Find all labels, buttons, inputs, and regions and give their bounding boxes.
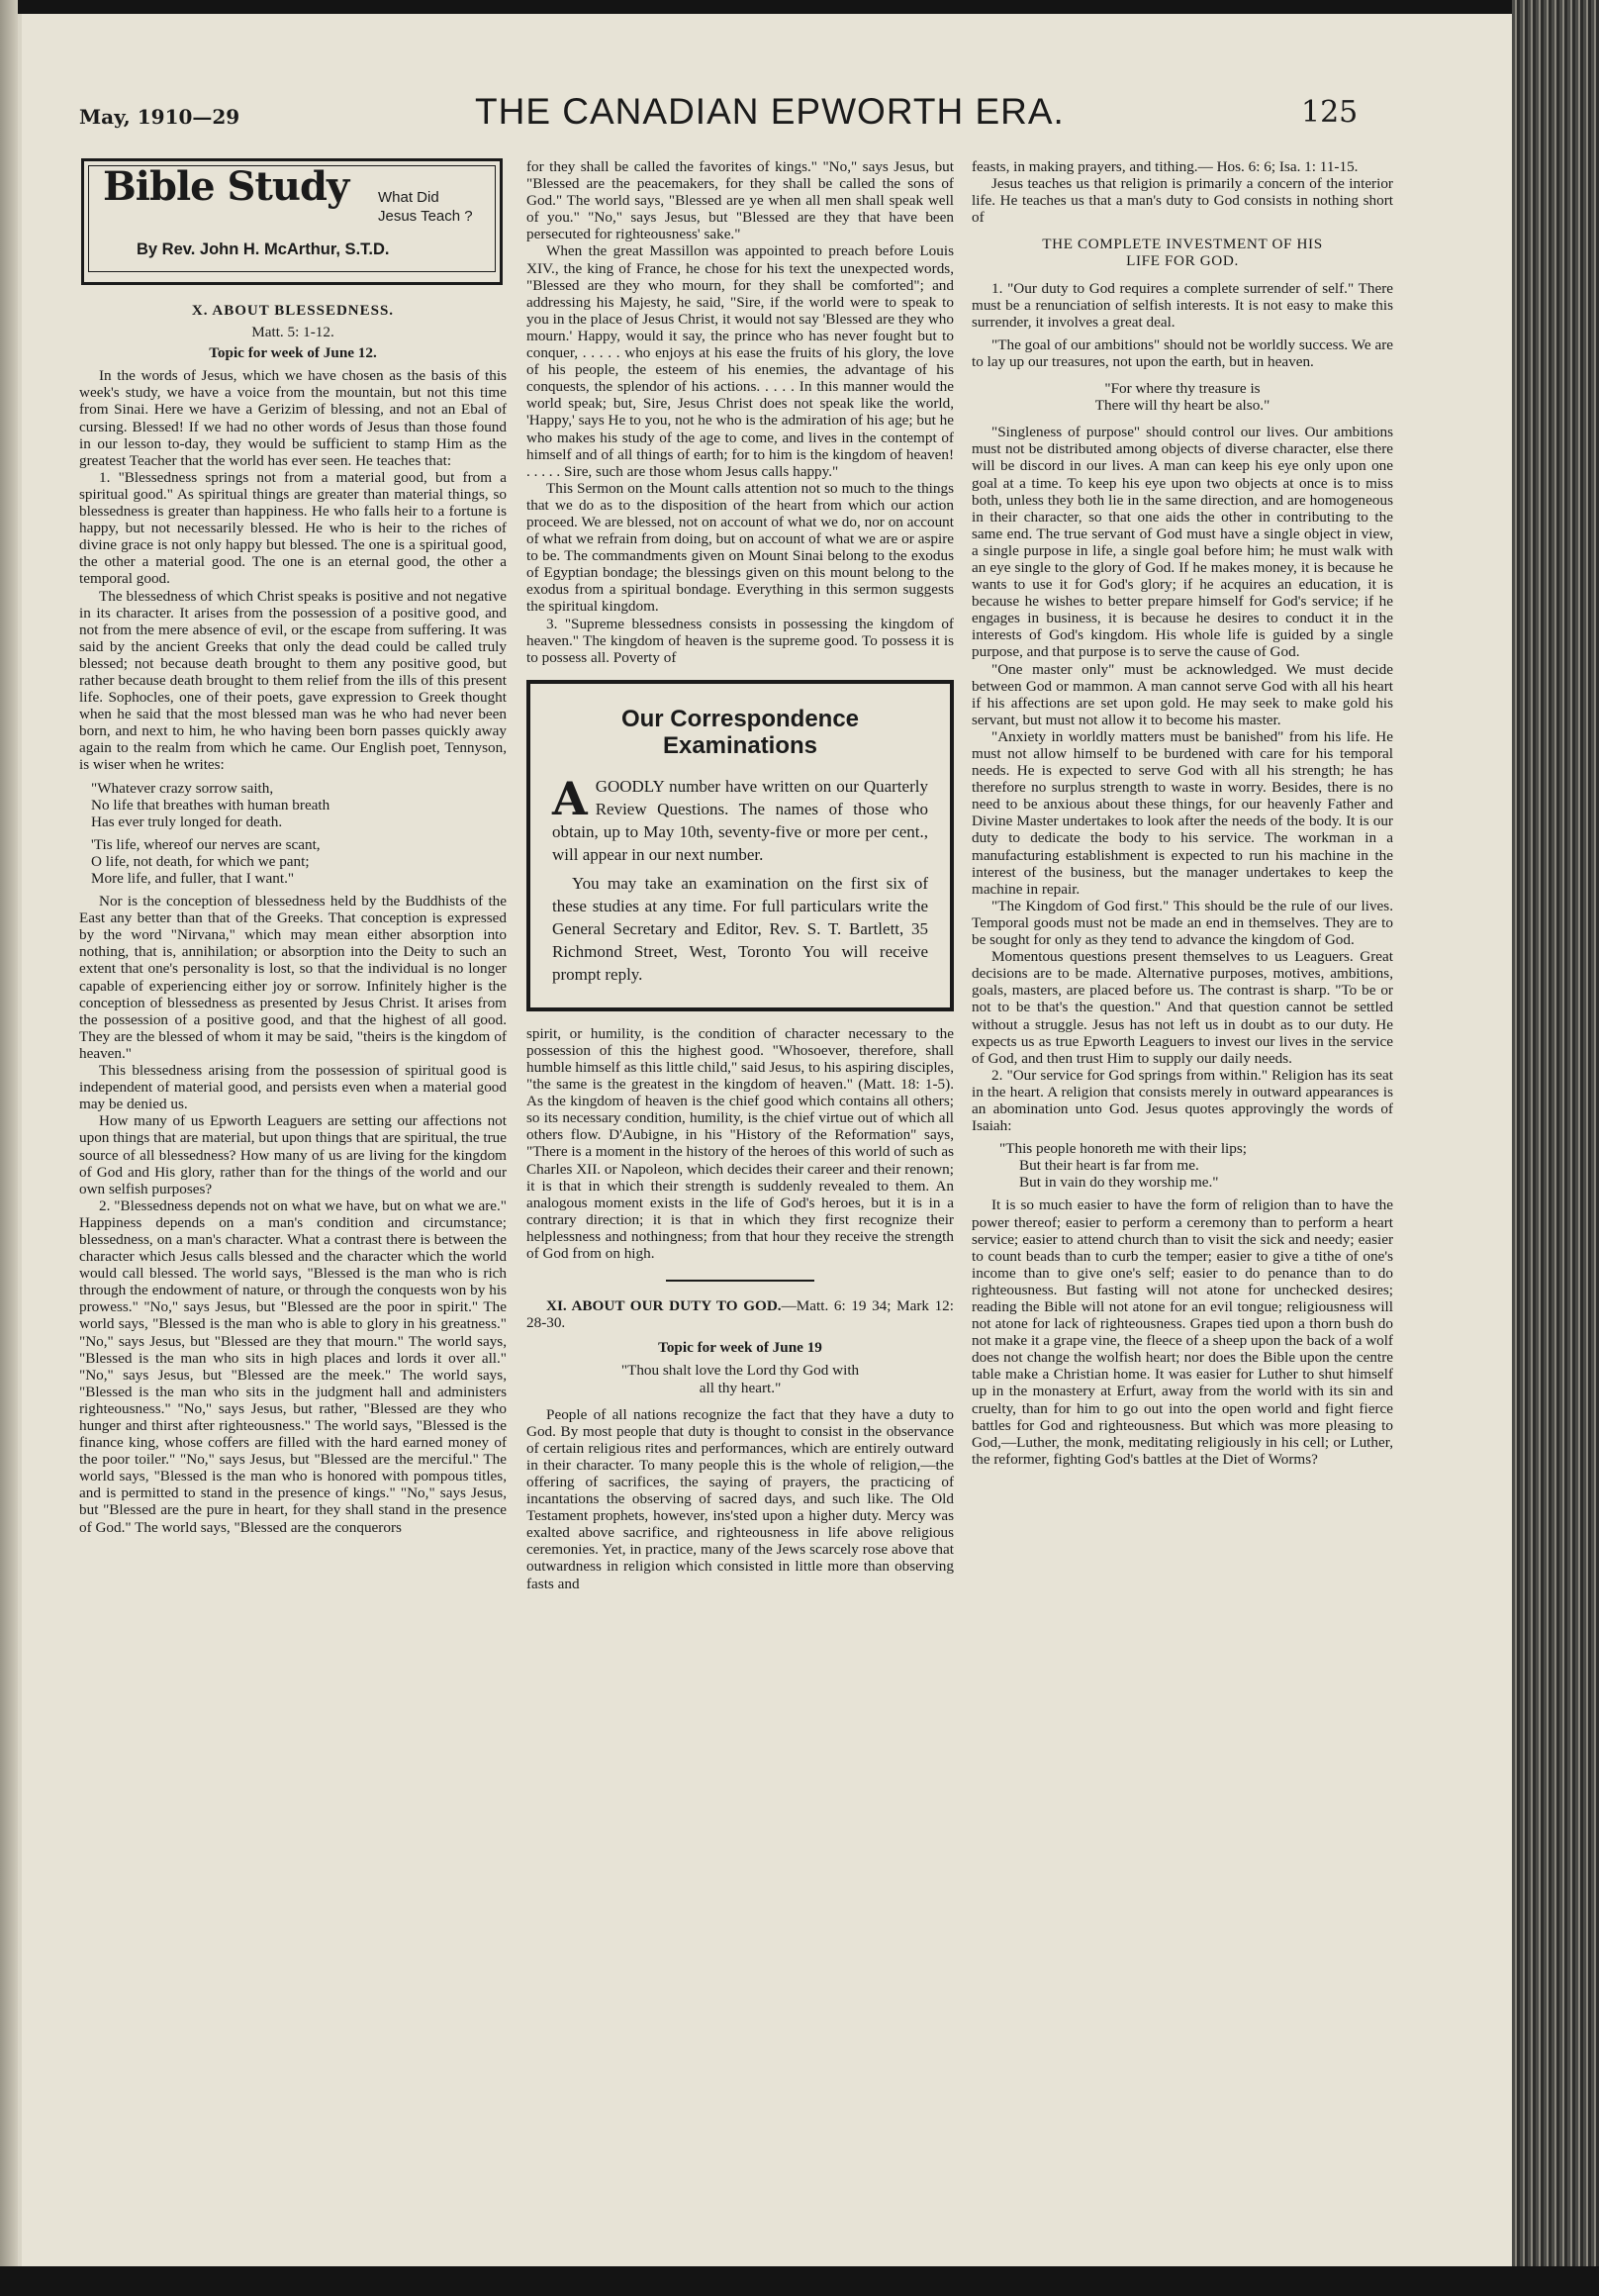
paragraph: "The goal of our ambitions" should not be worldly success. We are to lay up our treasures, not upon the earth, but in heaven. (972, 335, 1393, 370)
column-2 (526, 158, 954, 1592)
scripture-quote: "For where thy treasure is There will thy heart be also." (1094, 380, 1270, 415)
scan-border-bottom (0, 2266, 1599, 2296)
paragraph: Jesus teaches us that religion is primarily a concern of the interior life. He teaches us that a man's duty to God consists in nothing short of (972, 175, 1393, 227)
paragraph: The blessedness of which Christ speaks is positive and not negative in its character. It arises from the possession of a positive good, and not from the mere absence of evil, or the escape from suffering. It was said by the ancient Greeks that only the dead could be called truly blessed; not because death brought to them any positive good, but rather because death brought to them relief from the ills of this present life. Sophocles, one of their poets, gave expression to Greek thought when he said that the most blessed man was he who had never been born, and next to him, he who having been born passes quickly away again to the realm from which he came. Our English poet, Tennyson, is wiser when he writes: (79, 587, 507, 774)
paragraph: This Sermon on the Mount calls attention not so much to the things that we do as to the disposition of the heart from which our action proceed. We are blessed, not on account of what we do, nor on account of what we refrain from doing, but on account of what we are or aspire to be. The commandments given on Mount Sinai belong to the exodus of Egyptian bondage; the blessings given on this mount belong to the exodus from a spiritual bondage. Everything in this sermon suggests the spiritual kingdom. (526, 479, 954, 616)
bible-study-box (81, 158, 503, 285)
correspondence-paragraph: You may take an examination on the first six of these studies at any time. For full particulars write the General Secretary and Editor, Rev. S. T. Bartlett, 35 Richmond Street, West, Toronto You will receive prompt reply. (552, 873, 928, 984)
issue-date: May, 1910—29 (79, 105, 240, 129)
paragraph: How many of us Epworth Leaguers are setting our affections not upon things that are material, but upon things that are spiritual, the true source of all blessedness? How many of us are living for the kingdom of God and His glory, rather than for the things of the world and our own selfish purposes? (79, 1112, 507, 1197)
paragraph: "One master only" must be acknowledged. We must decide between God or mammon. A man cannot serve God with all his heart if his affections are set upon gold. He may seek to make gold his servant, but must not allow it to become his master. (972, 660, 1393, 728)
section-divider (666, 1280, 814, 1282)
paragraph: Momentous questions present themselves to us Leaguers. Great decisions are to be made. Alternative purposes, motives, ambitions, goals, masters, are placed before us. The contrast is sharp. "To be or not to be that's the question." And that question cannot be settled without a struggle. Jesus has not left us in doubt as to our duty. He expects us as true Epworth Leaguers to invest our lives in the service of God, and then trust Him to supply our daily needs. (972, 948, 1393, 1067)
page-number: 125 (1301, 95, 1359, 130)
section-11-topic: Topic for week of June 19 (658, 1339, 822, 1357)
paragraph: It is so much easier to have the form of religion than to have the power thereof; easier to perform a ceremony than to perform a heart service; easier to attend church than to visit the sick and needy; easier to count beads than to curb the temper; easier to give a tithe of one's income than to give one's self; easier to do penance than to do righteousness. But fasting will not atone for unchecked desires; reading the Bible will not atone for an evil tongue; religiousness will not atone for lack of righteousness. Grapes tied upon a thorn bush do not make it a grape vine, the fleece of a sheep upon the back of a wolf does not change the wolfish heart; nor does the Bible upon the centre table make a Christian home. It was easier for Luther to shut himself up in the monastery at Erfurt, away from the world with its sin and cruelty, than for him to go out into the open world and fight fierce battles for God and righteousness. But which was more pleasing to God,—Luther, the monk, meditating religiously in his cell; or Luther, the reformer, fighting God's battles at the Diet of Worms? (972, 1196, 1393, 1468)
paragraph: 2. "Our service for God springs from within." Religion has its seat in the heart. A religion that consists merely in outward appearances is an abomination unto God. Jesus quotes approvingly the words of Isaiah: (972, 1066, 1393, 1135)
bible-study-author: By Rev. John H. McArthur, S.T.D. (137, 240, 390, 258)
running-header (79, 87, 1365, 137)
paragraph: 2. "Blessedness depends not on what we have, but on what we are." Happiness depends on a man's condition and circumstance; blessedness, on a man's character. What a contrast there is between the character which Jesus calls blessed and the character which the world would call blessed. The world says, "Blessed is the man who is rich through the endowment of nature, or through the conquests won by his prowess." "No," says Jesus, but "Blessed are the poor in spirit." The world says, "Blessed is the man who is able to glory in his greatness." "No," says Jesus, but "Blessed are they that mourn." The world says, "Blessed is the man who sits in high places and lords it over all." "No," says Jesus, but "Blessed are the meek." The world says, "Blessed is the man who sits in the judgment hall and administers righteousness." "No," says Jesus, but rather, "Blessed are they who hunger and thirst after righteousness." The world says, "Blessed is the finance king, whose coffers are filled with the hard earned money of the poor toiler." "No," says Jesus, but "Blessed are the merciful." The world says, "Blessed is the man who is honored with pompous titles, and is permitted to stand in the presence of kings." "No," says Jesus, but "Blessed are the pure in heart, for they shall stand in the presence of God." The world says, "Blessed are the conquerors (79, 1196, 507, 1536)
section-10-topic: Topic for week of June 12. (209, 344, 377, 362)
paragraph: "Singleness of purpose" should control our lives. Our ambitions must not be distributed among objects of diverse character, else there will be discord in our lives. A man can keep his eye only upon one goal at a time. To keep his eye upon two objects at once is to miss both, unless they both lie in the same direction, and are homogeneous in their character, so that one aids the other in contributing to the same end. The true servant of God must have a single object in view, a single purpose in life, a single goal before him; he must walk with an eye single to the glory of God. If he makes money, it is because he wants to use it for God's glory; if he acquires an education, it is because he wishes to better prepare himself for God's service; if he engages in business, it is because he desires to conduct it in the interests of God's kingdom. His whole life is guided by a single purpose, and that purpose is to serve the cause of God. (972, 424, 1393, 661)
binding-gutter (0, 0, 18, 2296)
correspondence-title: Our Correspondence Examinations (620, 705, 860, 759)
paragraph: for they shall be called the favorites of kings." "No," says Jesus, but "Blessed are the peacemakers, for they shall be called the sons of God." The world says, "Blessed are ye when all men shall speak well of you." "No," says Jesus, but "Blessed are they that have been persecuted for righteousness' sake." (526, 158, 954, 243)
paragraph: feasts, in making prayers, and tithing.— Hos. 6: 6; Isa. 1: 11-15. (972, 158, 1359, 175)
paragraph: 3. "Supreme blessedness consists in possessing the kingdom of heaven." The kingdom of heaven is the supreme good. To possess it is to possess all. Poverty of (526, 615, 954, 666)
section-11-epigraph: "Thou shalt love the Lord thy God with all thy heart." (620, 1362, 860, 1396)
page-edges (1512, 0, 1599, 2296)
section-10-heading: X. ABOUT BLESSEDNESS. (191, 303, 395, 319)
isaiah-quote: "This people honoreth me with their lips; But their heart is far from me. But in vain do they worship me." (999, 1140, 1248, 1192)
tennyson-poem: "Whatever crazy sorrow saith, No life that breathes with human breath Has ever truly longed for death. 'Tis life, whereof our nerves are scant, O life, not death, for which we pant; More life, and fuller, that I want." (91, 779, 330, 887)
paragraph: "Anxiety in worldly matters must be banished" from his life. He must not allow himself to be burdened with care for his temporal needs. He is expected to serve God with all his strength; he has therefore no surplus strength to waste in worry. Besides, there is no need to be anxious about these things, for our heavenly Father and Divine Master undertakes to look after the needs of the body. It is our duty to dedicate the body to his service. The workman in a manufacturing establishment is expected to run his machine in the interest of the business, but the manager undertakes to keep the machine in repair. (972, 727, 1393, 898)
paragraph: In the words of Jesus, which we have chosen as the basis of this week's study, we have a voice from the mountain, but not this time from Sinai. Here we have a Gerizim of blessing, and not an Ebal of cursing. Blessed! If we had no other words of Jesus than those found in our lesson to-day, they would be sufficient to stamp Him as the greatest Teacher that the world has ever seen. He teaches that: (79, 367, 507, 469)
publication-title: THE CANADIAN EPWORTH ERA. (475, 91, 1065, 132)
paragraph: Nor is the conception of blessedness held by the Buddhists of the East any better than that of the Greeks. That conception is expressed by the word "Nirvana," which may mean either absorption into nothing, that is, annihilation; or absorption into the Deity to such an extent that one's personality is lost, so that the individual is no longer capable of experiencing either joy or sorrow. Infinitely higher is the conception of blessedness as presented by Jesus Christ. It arises from the possession of a positive good, and that the highest of all good. They are the blessed of whom it may be said, "theirs is the kingdom of heaven." (79, 893, 507, 1062)
bible-study-title: Bible Study (103, 163, 349, 210)
subheading: THE COMPLETE INVESTMENT OF HIS LIFE FOR GOD. (1042, 236, 1323, 270)
scan-border-top (0, 0, 1599, 14)
paragraph: 1. "Blessedness springs not from a material good, but from a spiritual good." As spiritual things are greater than material things, so blessedness is greater than happiness. He who falls heir to a fortune is happy, but not necessarily blessed. He who is heir to the riches of divine grace is not only happy but blessed. The one is a spiritual good, the other a material good. The one is an eternal good, the other a temporal good. (79, 468, 507, 588)
paragraph: "The Kingdom of God first." This should be the rule of our lives. Temporal goods must not be made an end in themselves. They are to be sought for only as they tend to advance the kingdom of God. (972, 897, 1393, 949)
paragraph: spirit, or humility, is the condition of character necessary to the possession of this the highest good. "Whosoever, therefore, shall humble himself as this little child," said Jesus, to his aspiring disciples, "the same is the greatest in the kingdom of heaven." (Matt. 18: 1-5). As the kingdom of heaven is the chief good which contains all others; so its necessary condition, humility, is the chief virtue out of which all others flow. D'Aubigne, in his "History of the Reformation" says, "There is a moment in the history of the heroes of this world of such as Charles XII. or Napoleon, which decides their career and their renown; it is that in which their strength is suddenly revealed to them. An analogous moment exists in the life of God's heroes, but it is in a contrary direction; it is that in which they first recognize their helplessness and nothingness; from that hour they receive the strength of God from on high. (526, 1024, 954, 1263)
section-10-reference: Matt. 5: 1-12. (251, 324, 334, 341)
column-3 (972, 158, 1393, 1468)
column-1 (79, 158, 507, 1536)
paragraph: This blessedness arising from the possession of spiritual good is independent of material good, and persists even when a material good may be denied us. (79, 1062, 507, 1113)
section-11-heading: XI. ABOUT OUR DUTY TO GOD.—Matt. 6: 19 34; Mark 12: 28-30. (526, 1297, 954, 1332)
drop-cap: A (552, 771, 588, 825)
bible-study-subtitle: What Did Jesus Teach ? (378, 189, 473, 225)
paragraph: When the great Massillon was appointed to preach before Louis XIV., the king of France, he chose for his text the unexpected words, "Blessed are they who mourn, for they shall be comforted"; and addressing his Majesty, he said, "Sire, if the world were to speak to you in the place of Jesus Christ, it would not say 'Blessed are they who mourn.' Happy, would it say, the prince who has never fought but to conquer, . . . . . who enjoys at his ease the fruits of his glory, the love of his people, the esteem of his enemies, the advantage of his conquests, the splendor of his actions. . . . . In this manner would the world speak; but, Sire, Jesus Christ does not speak like the world, 'Happy,' says He to you, not he who is the admiration of his age; but he who makes his study of the age to come, and lives in the contempt of himself and of all things of earth; for to him is the kingdom of heaven! . . . . . Sire, such are those whom Jesus calls happy." (526, 242, 954, 480)
correspondence-paragraph: GOODLY number have written on our Quarterly Review Questions. The names of those who obtain, up to May 10th, seventy-five or more per cent., will appear in our next number. (552, 776, 928, 864)
paragraph: People of all nations recognize the fact that they have a duty to God. By most people that duty is thought to consist in the observance of certain religious rites and performances, which are entirely outward in their character. To many people this is the whole of religion,—the offering of sacrifices, the saying of prayers, the practicing of incantations the observing of sacred days, and such like. The Old Testament prophets, however, ins'sted upon a higher duty. Mercy was exalted above sacrifice, and righteousness in life above religious ceremonies. Yet, in practice, many of the Jews scarcely rose above that outwardness in religion which consisted in little more than observing fasts and (526, 1405, 954, 1592)
correspondence-notice-box (526, 680, 954, 1011)
paragraph: 1. "Our duty to God requires a complete surrender of self." There must be a renunciation of selfish interests. It is not easy to make this surrender, it involves a great deal. (972, 279, 1393, 331)
